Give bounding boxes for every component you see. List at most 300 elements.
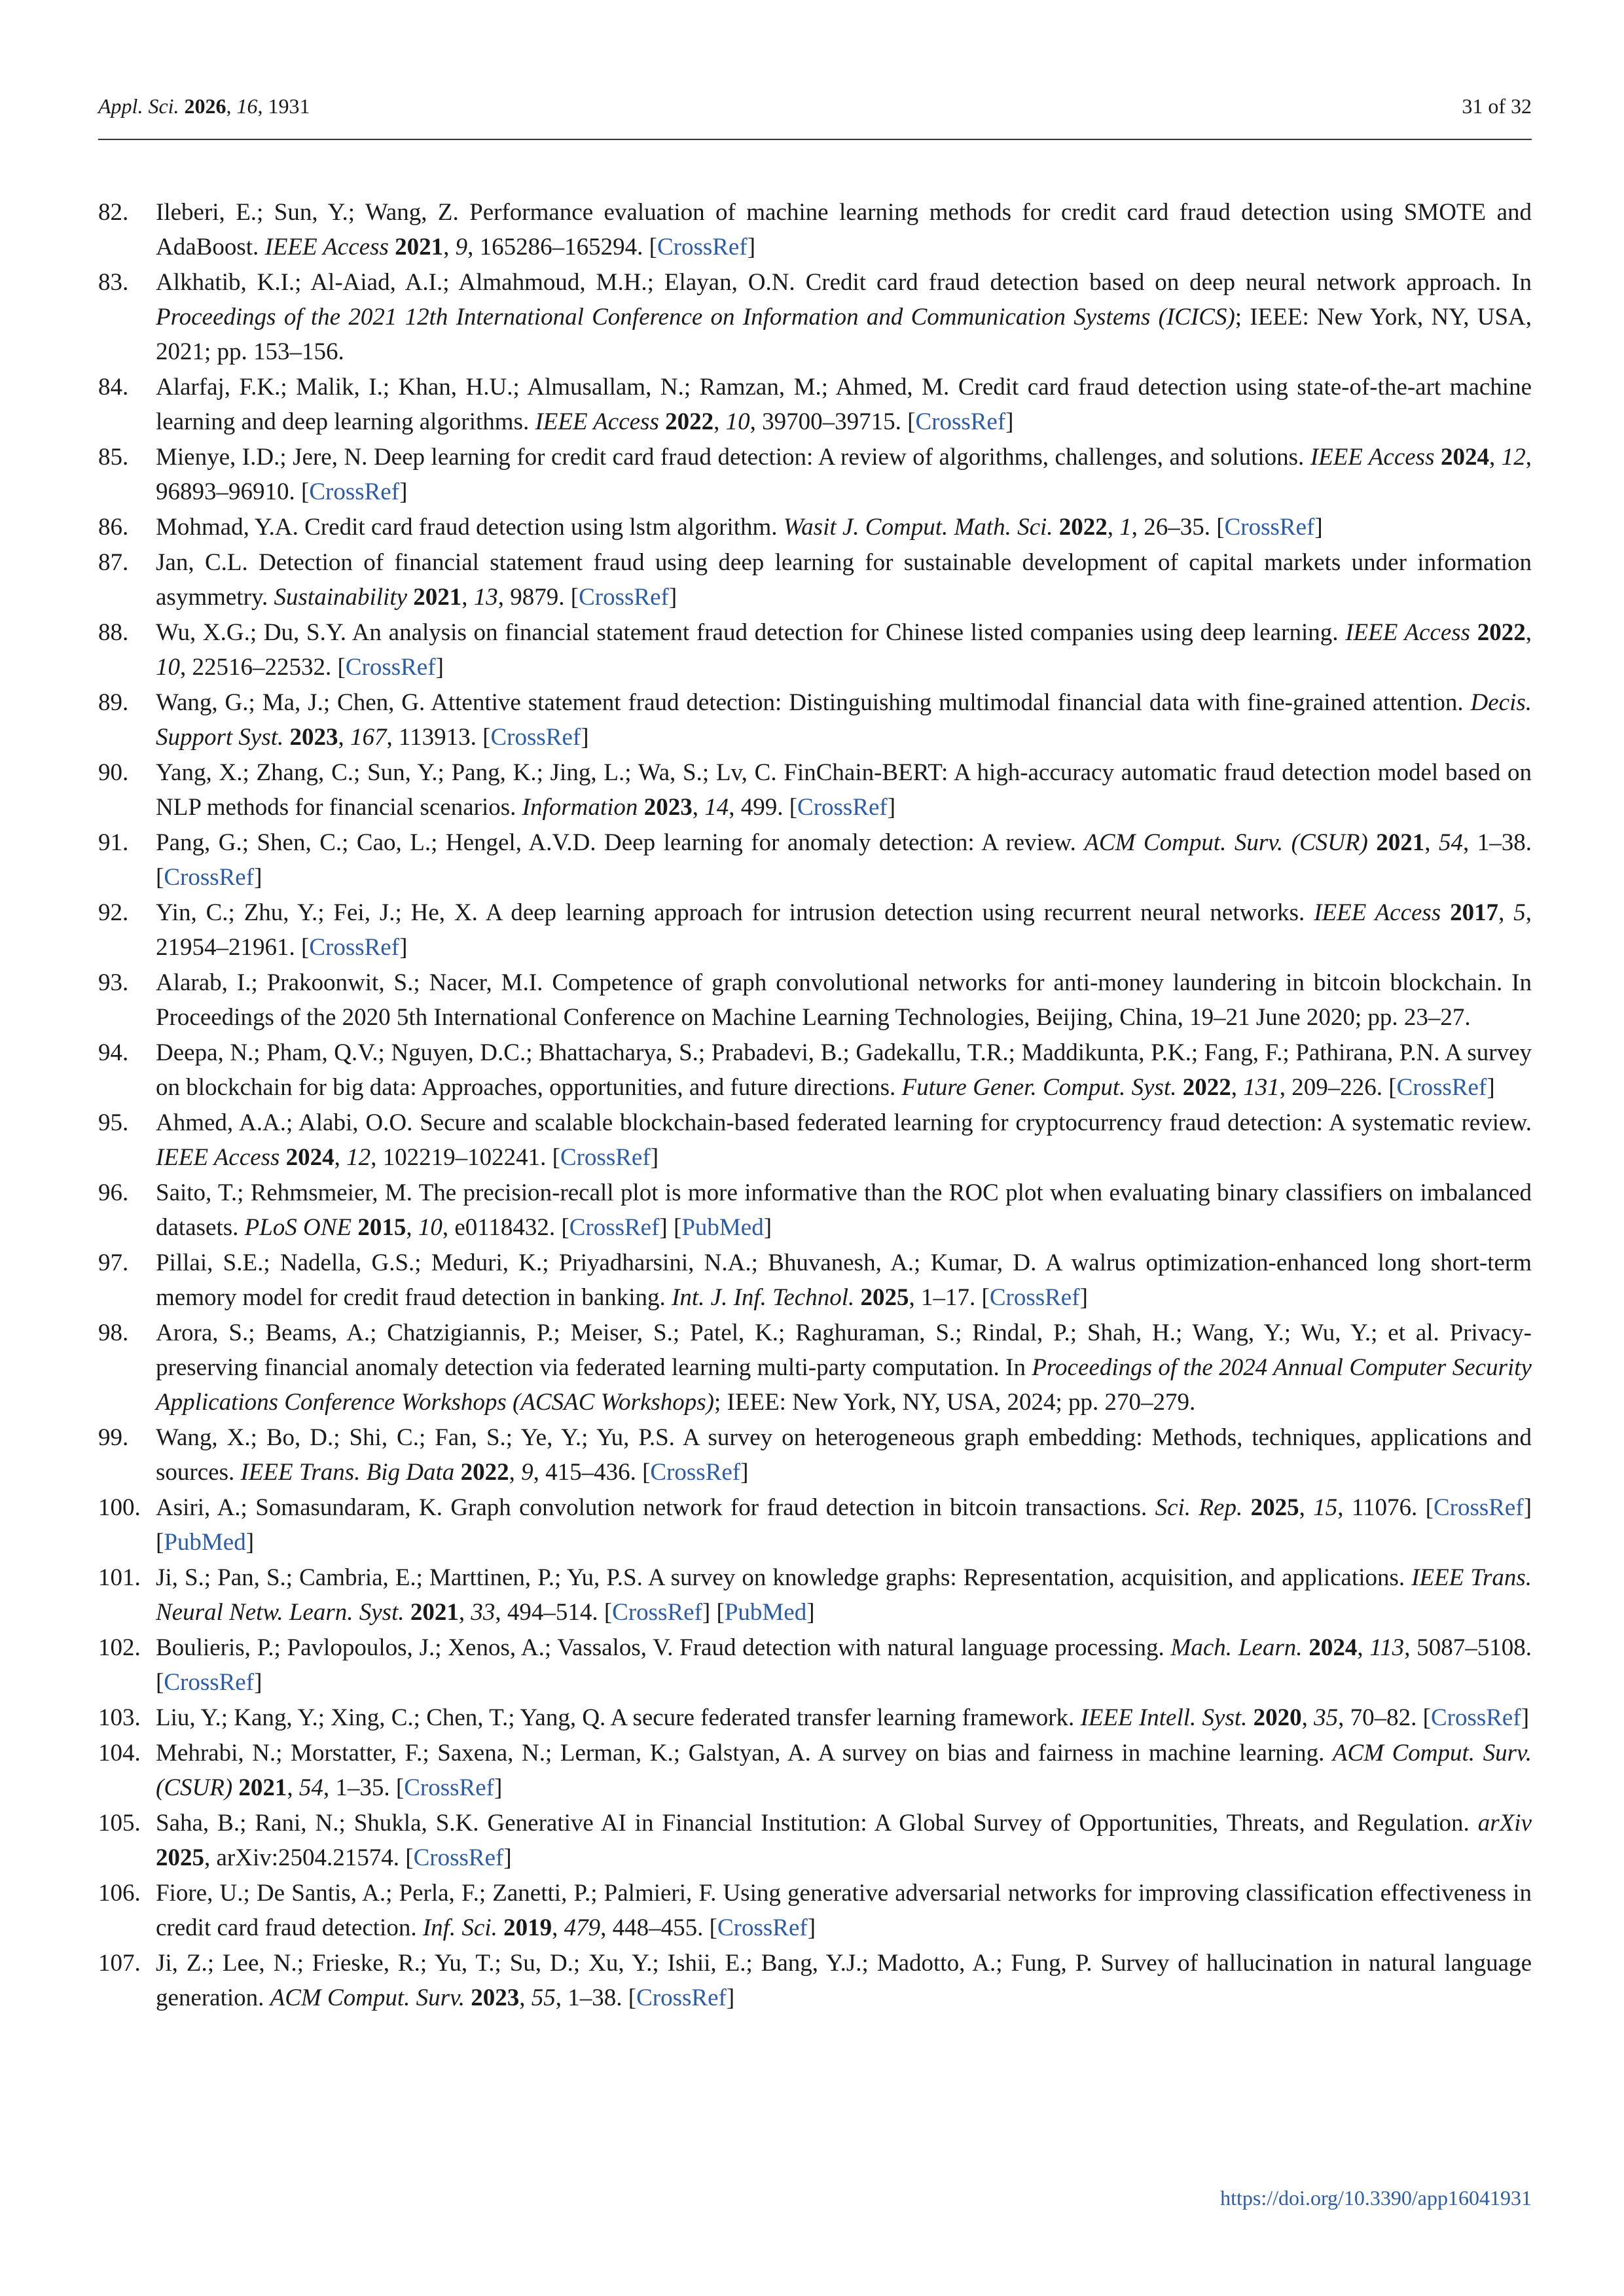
reference-segment — [659, 408, 665, 435]
reference-segment: ] — [1005, 408, 1014, 435]
reference-segment — [854, 1284, 860, 1311]
reference-segment: ] [ — [659, 1214, 682, 1241]
reference-segment: , 22516–22532. [ — [180, 654, 346, 681]
reference-year: 2022 — [665, 408, 714, 435]
reference-item — [98, 685, 1532, 755]
reference-italic: Sustainability — [274, 584, 408, 611]
reference-italic: 9 — [455, 234, 468, 260]
reference-italic: 13 — [473, 584, 498, 611]
reference-segment: , 209–226. [ — [1279, 1074, 1397, 1101]
reference-number: 97. — [98, 1249, 129, 1276]
reference-segment: Saito, T.; Rehmsmeier, M. The precision-recall plot is more informative than the ROC plot when evaluating binary classifiers on imbalanced datasets. — [156, 1179, 1532, 1241]
reference-segment: , 415–436. [ — [533, 1459, 651, 1486]
reference-text — [156, 899, 1532, 961]
journal-citation: Appl. Sci. 2026, 16, 1931 — [98, 94, 310, 118]
journal-article: 1931 — [268, 94, 310, 118]
pubmed-link[interactable]: PubMed — [681, 1214, 764, 1241]
reference-segment: , 1–38. [ — [555, 1984, 637, 2011]
reference-segment: ] [ — [156, 1494, 1532, 1556]
reference-segment: ] — [1487, 1074, 1495, 1101]
reference-italic: IEEE Trans. Big Data — [240, 1459, 455, 1486]
reference-item — [98, 1246, 1532, 1315]
crossref-link[interactable]: CrossRef — [1396, 1074, 1487, 1101]
crossref-link[interactable]: CrossRef — [309, 478, 400, 505]
crossref-link[interactable]: CrossRef — [490, 724, 581, 751]
reference-segment: , 96893–96910. [ — [156, 444, 1532, 505]
reference-italic: 33 — [471, 1599, 496, 1626]
crossref-link[interactable]: CrossRef — [915, 408, 1006, 435]
reference-year: 2022 — [1477, 619, 1526, 646]
reference-segment — [405, 1599, 410, 1626]
reference-italic: ACM Comput. Surv. (CSUR) — [1084, 829, 1368, 856]
crossref-link[interactable]: CrossRef — [650, 1459, 741, 1486]
reference-italic: 9 — [521, 1459, 533, 1486]
reference-number: 92. — [98, 899, 129, 926]
reference-text — [156, 1319, 1532, 1416]
crossref-link[interactable]: CrossRef — [164, 864, 255, 891]
reference-item — [98, 965, 1532, 1035]
reference-italic: 10 — [725, 408, 750, 435]
reference-italic: Wasit J. Comput. Math. Sci. — [783, 514, 1053, 541]
journal-volume: 16 — [236, 94, 258, 118]
crossref-link[interactable]: CrossRef — [164, 1669, 255, 1696]
reference-year: 2024 — [1441, 444, 1489, 471]
reference-segment: , — [1489, 444, 1502, 471]
reference-item — [98, 1806, 1532, 1875]
reference-italic: IEEE Trans. Neural Netw. Learn. Syst. — [156, 1564, 1532, 1626]
doi-link[interactable]: https://doi.org/10.3390/app16041931 — [1220, 2186, 1532, 2210]
reference-year: 2021 — [413, 584, 462, 611]
reference-item — [98, 1736, 1532, 1805]
reference-segment: , — [552, 1914, 564, 1941]
reference-segment: , — [1424, 829, 1439, 856]
reference-text — [156, 1249, 1532, 1311]
reference-italic: PLoS ONE — [244, 1214, 352, 1241]
reference-segment: , 102219–102241. [ — [370, 1144, 560, 1171]
reference-segment: Ahmed, A.A.; Alabi, O.O. Secure and scalable blockchain-based federated learning for cryptocurrency fraud detection: A systematic review. — [156, 1109, 1532, 1136]
reference-item — [98, 545, 1532, 615]
reference-text — [156, 1740, 1532, 1801]
reference-text — [156, 1494, 1532, 1556]
reference-segment — [280, 1144, 285, 1171]
reference-segment — [283, 724, 289, 751]
reference-segment: , arXiv:2504.21574. [ — [204, 1844, 414, 1871]
reference-item — [98, 1316, 1532, 1420]
reference-year: 2025 — [1250, 1494, 1299, 1521]
reference-italic: 14 — [704, 794, 729, 821]
reference-italic: 54 — [1439, 829, 1464, 856]
reference-segment — [1470, 619, 1477, 646]
reference-item — [98, 1035, 1532, 1105]
reference-text — [156, 759, 1532, 821]
reference-list — [98, 195, 1532, 2016]
reference-italic: IEEE Access — [156, 1144, 280, 1171]
reference-segment — [1303, 1634, 1309, 1661]
reference-italic: 10 — [418, 1214, 442, 1241]
reference-segment: ] — [1521, 1704, 1530, 1731]
reference-year: 2020 — [1253, 1704, 1302, 1731]
reference-year: 2024 — [285, 1144, 334, 1171]
crossref-link[interactable]: CrossRef — [345, 654, 436, 681]
reference-italic: IEEE Access — [1345, 619, 1471, 646]
reference-segment: ] — [740, 1459, 749, 1486]
reference-number: 98. — [98, 1319, 129, 1346]
reference-segment: Jan, C.L. Detection of financial statement fraud using deep learning for sustainable development of capital markets under information asymmetry. — [156, 549, 1532, 611]
page-number: 31 of 32 — [1462, 94, 1532, 118]
reference-segment: , — [509, 1459, 522, 1486]
reference-segment: ] — [254, 1669, 262, 1696]
reference-segment: , 70–82. [ — [1338, 1704, 1431, 1731]
reference-segment: , — [1357, 1634, 1370, 1661]
reference-year: 2023 — [643, 794, 693, 821]
reference-segment: Pillai, S.E.; Nadella, G.S.; Meduri, K.; Priyadharsini, N.A.; Bhuvanesh, A.; Kumar, D. A walrus optimization-enhanced long short-term memory model for credit fraud detection in banking. — [156, 1249, 1532, 1311]
reference-segment: ] — [806, 1599, 815, 1626]
reference-segment: Alarab, I.; Prakoonwit, S.; Nacer, M.I. Competence of graph convolutional networks for anti-money laundering in bitcoin blockchain. In Proceedings of the 2020 5th International Conference on Machine Learning Technologies, Beijing, China, 19–21 June 2020; pp. 23–27. — [156, 969, 1532, 1031]
reference-text — [156, 969, 1532, 1031]
reference-number: 83. — [98, 269, 129, 296]
reference-segment: Mehrabi, N.; Morstatter, F.; Saxena, N.; Lerman, K.; Galstyan, A. A survey on bias and fairness in machine learning. — [156, 1740, 1333, 1767]
crossref-link[interactable]: CrossRef — [636, 1984, 727, 2011]
reference-text — [156, 1634, 1532, 1696]
reference-segment: Deepa, N.; Pham, Q.V.; Nguyen, D.C.; Bhattacharya, S.; Prabadevi, B.; Gadekallu, T.R.; Maddikunta, P.K.; Fang, F.; Pathirana, P.N. A survey on blockchain for big data: Approaches, opportunities, and future directions. — [156, 1039, 1532, 1101]
reference-item — [98, 1560, 1532, 1630]
reference-item — [98, 195, 1532, 264]
reference-number: 95. — [98, 1109, 129, 1136]
reference-segment: , 21954–21961. [ — [156, 899, 1532, 961]
reference-segment: ] — [887, 794, 896, 821]
reference-segment: , 1–38. [ — [156, 829, 1532, 891]
reference-item — [98, 1420, 1532, 1490]
reference-item — [98, 1630, 1532, 1700]
reference-segment: , — [461, 584, 474, 611]
reference-italic: Int. J. Inf. Technol. — [672, 1284, 855, 1311]
reference-segment: ] — [399, 478, 408, 505]
reference-segment: ] — [668, 584, 677, 611]
reference-year: 2021 — [1376, 829, 1425, 856]
reference-segment: Boulieris, P.; Pavlopoulos, J.; Xenos, A.; Vassalos, V. Fraud detection with natural language processing. — [156, 1634, 1171, 1661]
reference-segment: Mohmad, Y.A. Credit card fraud detection using lstm algorithm. — [156, 514, 784, 541]
reference-segment: ] — [494, 1774, 503, 1801]
journal-name: Appl. Sci. — [98, 94, 179, 118]
reference-text — [156, 1810, 1532, 1871]
reference-text — [156, 514, 1323, 541]
reference-segment: Wang, G.; Ma, J.; Chen, G. Attentive statement fraud detection: Distinguishing multimodal financial data with fine-grained attention. — [156, 689, 1471, 716]
reference-segment — [1242, 1494, 1250, 1521]
reference-segment: ] — [581, 724, 589, 751]
reference-number: 104. — [98, 1740, 141, 1767]
reference-segment: ] — [1079, 1284, 1088, 1311]
reference-year: 2022 — [1058, 514, 1108, 541]
reference-segment: , — [406, 1214, 418, 1241]
reference-segment: Arora, S.; Beams, A.; Chatzigiannis, P.; Meiser, S.; Patel, K.; Raghuraman, S.; Rindal, P.; Shah, H.; Wang, Y.; Wu, Y.; et al. Privacy-preserving financial anomaly detection via federated learning multi-party computation. In — [156, 1319, 1532, 1381]
reference-number: 87. — [98, 549, 129, 576]
crossref-link[interactable]: CrossRef — [1224, 514, 1315, 541]
crossref-link[interactable]: CrossRef — [569, 1214, 660, 1241]
reference-segment: ] — [399, 934, 408, 961]
reference-segment: ] [ — [702, 1599, 725, 1626]
crossref-link[interactable]: CrossRef — [797, 794, 888, 821]
reference-segment: , — [1107, 514, 1120, 541]
reference-segment: ] — [435, 654, 444, 681]
reference-segment: , 165286–165294. [ — [467, 234, 657, 260]
reference-text — [156, 1704, 1529, 1731]
reference-segment: Ji, S.; Pan, S.; Cambria, E.; Marttinen, P.; Yu, P.S. A survey on knowledge graphs: Representation, acquisition, and applications. — [156, 1564, 1412, 1591]
reference-segment: Mienye, I.D.; Jere, N. Deep learning for credit card fraud detection: A review of algorithms, challenges, and solutions. — [156, 444, 1310, 471]
reference-year: 2022 — [1182, 1074, 1231, 1101]
reference-number: 91. — [98, 829, 129, 856]
reference-text — [156, 199, 1532, 260]
reference-segment: ] — [650, 1144, 659, 1171]
reference-segment — [1441, 899, 1450, 926]
reference-segment: ] — [245, 1529, 255, 1556]
reference-segment: ] — [726, 1984, 735, 2011]
crossref-link[interactable]: CrossRef — [657, 234, 748, 260]
reference-item — [98, 440, 1532, 509]
reference-italic: 12 — [1501, 444, 1526, 471]
reference-segment — [352, 1214, 357, 1241]
reference-italic: 35 — [1314, 1704, 1339, 1731]
reference-segment: ; IEEE: New York, NY, USA, 2024; pp. 270–279. — [714, 1389, 1196, 1416]
reference-item — [98, 510, 1532, 545]
reference-year: 2024 — [1308, 1634, 1358, 1661]
reference-italic: 1 — [1119, 514, 1132, 541]
reference-number: 105. — [98, 1810, 141, 1837]
reference-italic: IEEE Access — [535, 408, 659, 435]
reference-italic: IEEE Access — [1310, 444, 1435, 471]
page-header — [98, 93, 1532, 140]
reference-year: 2019 — [503, 1914, 552, 1941]
reference-year: 2025 — [860, 1284, 909, 1311]
reference-segment — [465, 1984, 471, 2011]
reference-italic: IEEE Access — [1314, 899, 1441, 926]
reference-segment — [1053, 514, 1059, 541]
reference-italic: Inf. Sci. — [422, 1914, 497, 1941]
reference-segment: Wu, X.G.; Du, S.Y. An analysis on financial statement fraud detection for Chinese listed companies using deep learning. — [156, 619, 1346, 646]
reference-text — [156, 1039, 1532, 1101]
reference-italic: 479 — [564, 1914, 601, 1941]
reference-item — [98, 1946, 1532, 2015]
reference-segment — [638, 794, 643, 821]
reference-segment: , 11076. [ — [1337, 1494, 1434, 1521]
reference-italic: IEEE Intell. Syst. — [1080, 1704, 1248, 1731]
reference-segment: , — [519, 1984, 532, 2011]
reference-segment: , — [1498, 899, 1514, 926]
reference-item — [98, 825, 1532, 895]
reference-italic: arXiv — [1477, 1810, 1532, 1837]
reference-number: 94. — [98, 1039, 129, 1066]
reference-segment: , — [458, 1599, 471, 1626]
reference-segment: , 1–35. [ — [323, 1774, 405, 1801]
reference-number: 96. — [98, 1179, 129, 1206]
reference-segment — [389, 234, 395, 260]
reference-text — [156, 269, 1532, 365]
reference-italic: 15 — [1313, 1494, 1338, 1521]
reference-segment: , e0118432. [ — [442, 1214, 569, 1241]
reference-segment — [454, 1459, 460, 1486]
crossref-link[interactable]: CrossRef — [717, 1914, 808, 1941]
reference-segment: , 26–35. [ — [1131, 514, 1225, 541]
reference-italic: Proceedings of the 2024 Annual Computer Security Applications Conference Workshops (ACSAC Workshops) — [156, 1354, 1532, 1416]
reference-italic: ACM Comput. Surv. (CSUR) — [156, 1740, 1532, 1801]
reference-segment: Ileberi, E.; Sun, Y.; Wang, Z. Performance evaluation of machine learning methods for credit card fraud detection using SMOTE and AdaBoost. — [156, 199, 1532, 260]
reference-text — [156, 619, 1532, 681]
reference-segment: ] — [763, 1214, 772, 1241]
reference-segment: Asiri, A.; Somasundaram, K. Graph convolution network for fraud detection in bitcoin transactions. — [156, 1494, 1155, 1521]
reference-italic: ACM Comput. Surv. — [270, 1984, 465, 2011]
reference-italic: 10 — [156, 654, 180, 681]
reference-segment: Liu, Y.; Kang, Y.; Xing, C.; Chen, T.; Yang, Q. A secure federated transfer learning framework. — [156, 1704, 1081, 1731]
reference-segment: ; IEEE: New York, NY, USA, 2021; pp. 153–156. — [156, 304, 1532, 365]
crossref-link[interactable]: CrossRef — [579, 584, 669, 611]
reference-segment: Fiore, U.; De Santis, A.; Perla, F.; Zanetti, P.; Palmieri, F. Using generative adversarial networks for improving classification effectiveness in credit card fraud detection. — [156, 1880, 1532, 1941]
reference-number: 106. — [98, 1880, 141, 1907]
pubmed-link[interactable]: PubMed — [724, 1599, 807, 1626]
reference-italic: 55 — [531, 1984, 556, 2011]
reference-segment: , 494–514. [ — [495, 1599, 613, 1626]
reference-segment: ] — [254, 864, 262, 891]
reference-text — [156, 689, 1532, 751]
reference-segment: , — [443, 234, 456, 260]
reference-segment: , — [287, 1774, 299, 1801]
reference-italic: 5 — [1513, 899, 1526, 926]
reference-item — [98, 615, 1532, 685]
reference-number: 89. — [98, 689, 129, 716]
reference-segment — [497, 1914, 503, 1941]
reference-item — [98, 1490, 1532, 1560]
reference-segment: , — [1299, 1494, 1314, 1521]
reference-segment — [407, 584, 413, 611]
crossref-link[interactable]: CrossRef — [612, 1599, 702, 1626]
reference-italic: Mach. Learn. — [1170, 1634, 1303, 1661]
reference-segment: Yang, X.; Zhang, C.; Sun, Y.; Pang, K.; Jing, L.; Wa, S.; Lv, C. FinChain-BERT: A high-accuracy automatic fraud detection model based on NLP methods for financial scenarios. — [156, 759, 1532, 821]
reference-segment: Pang, G.; Shen, C.; Cao, L.; Hengel, A.V.D. Deep learning for anomaly detection: A review. — [156, 829, 1085, 856]
reference-segment: , — [713, 408, 726, 435]
reference-segment: , — [692, 794, 705, 821]
reference-year: 2015 — [357, 1214, 406, 1241]
reference-segment: Saha, B.; Rani, N.; Shukla, S.K. Generative AI in Financial Institution: A Global Survey of Opportunities, Threats, and Regulation. — [156, 1810, 1478, 1837]
crossref-link[interactable]: CrossRef — [560, 1144, 651, 1171]
reference-segment: , 499. [ — [729, 794, 798, 821]
reference-number: 85. — [98, 444, 129, 471]
reference-year: 2021 — [395, 234, 444, 260]
reference-item — [98, 370, 1532, 439]
reference-year: 2021 — [410, 1599, 459, 1626]
crossref-link[interactable]: CrossRef — [1433, 1494, 1524, 1521]
reference-segment: , 113913. [ — [386, 724, 491, 751]
reference-year: 2021 — [238, 1774, 287, 1801]
reference-segment — [1434, 444, 1441, 471]
reference-item — [98, 1105, 1532, 1175]
pubmed-link[interactable]: PubMed — [164, 1529, 246, 1556]
reference-item — [98, 755, 1532, 825]
reference-segment: , 9879. [ — [497, 584, 579, 611]
reference-segment: , 39700–39715. [ — [749, 408, 916, 435]
reference-segment — [1177, 1074, 1183, 1101]
reference-item — [98, 265, 1532, 369]
reference-year: 2023 — [471, 1984, 520, 2011]
reference-text — [156, 1564, 1532, 1626]
reference-number: 103. — [98, 1704, 141, 1731]
reference-italic: 54 — [298, 1774, 323, 1801]
reference-segment: ] — [807, 1914, 816, 1941]
reference-text — [156, 1179, 1532, 1241]
reference-segment: ] — [503, 1844, 512, 1871]
reference-segment: , — [1301, 1704, 1314, 1731]
reference-segment: Ji, Z.; Lee, N.; Frieske, R.; Yu, T.; Su, D.; Xu, Y.; Ishii, E.; Bang, Y.J.; Madotto, A.; Fung, P. Survey of hallucination in natural language generation. — [156, 1950, 1532, 2011]
reference-number: 102. — [98, 1634, 141, 1661]
reference-text — [156, 1950, 1532, 2011]
reference-number: 88. — [98, 619, 129, 646]
reference-italic: 113 — [1369, 1634, 1405, 1661]
reference-segment: , — [1525, 619, 1532, 646]
reference-text — [156, 1109, 1532, 1171]
reference-number: 93. — [98, 969, 129, 996]
reference-segment — [1368, 829, 1377, 856]
reference-year: 2022 — [460, 1459, 509, 1486]
crossref-link[interactable]: CrossRef — [309, 934, 400, 961]
reference-item — [98, 1175, 1532, 1245]
reference-text — [156, 1880, 1532, 1941]
reference-year: 2023 — [289, 724, 338, 751]
reference-italic: 167 — [350, 724, 387, 751]
reference-segment: Alarfaj, F.K.; Malik, I.; Khan, H.U.; Almusallam, N.; Ramzan, M.; Ahmed, M. Credit card fraud detection using state-of-the-art machine learning and deep learning algorithms. — [156, 374, 1532, 435]
reference-year: 2025 — [156, 1844, 204, 1871]
reference-segment: , 1–17. [ — [909, 1284, 990, 1311]
reference-segment: , — [334, 1144, 347, 1171]
reference-segment — [1247, 1704, 1253, 1731]
reference-item — [98, 895, 1532, 965]
reference-item — [98, 1876, 1532, 1945]
reference-italic: IEEE Access — [264, 234, 389, 260]
reference-italic: Decis. Support Syst. — [156, 689, 1532, 751]
reference-number: 100. — [98, 1494, 141, 1521]
reference-italic: Sci. Rep. — [1155, 1494, 1243, 1521]
reference-number: 86. — [98, 514, 129, 541]
reference-segment: , 5087–5108. [ — [156, 1634, 1532, 1696]
reference-italic: 12 — [346, 1144, 371, 1171]
reference-segment: , 448–455. [ — [600, 1914, 717, 1941]
reference-number: 90. — [98, 759, 129, 786]
reference-italic: 131 — [1243, 1074, 1280, 1101]
reference-italic: Information — [522, 794, 638, 821]
reference-number: 99. — [98, 1424, 129, 1451]
crossref-link[interactable]: CrossRef — [404, 1774, 494, 1801]
reference-italic: Future Gener. Comput. Syst. — [901, 1074, 1177, 1101]
reference-number: 107. — [98, 1950, 141, 1977]
reference-segment: ] — [1314, 514, 1323, 541]
reference-segment: , — [338, 724, 351, 751]
crossref-link[interactable]: CrossRef — [413, 1844, 504, 1871]
reference-text — [156, 444, 1532, 505]
reference-segment: Alkhatib, K.I.; Al-Aiad, A.I.; Almahmoud, M.H.; Elayan, O.N. Credit card fraud detection based on deep neural network approach. In — [156, 269, 1532, 296]
reference-year: 2017 — [1450, 899, 1499, 926]
reference-number: 101. — [98, 1564, 141, 1591]
crossref-link[interactable]: CrossRef — [989, 1284, 1080, 1311]
reference-segment: Wang, X.; Bo, D.; Shi, C.; Fan, S.; Ye, Y.; Yu, P.S. A survey on heterogeneous graph embedding: Methods, techniques, applications and sources. — [156, 1424, 1532, 1486]
reference-text — [156, 549, 1532, 611]
crossref-link[interactable]: CrossRef — [1430, 1704, 1521, 1731]
reference-number: 84. — [98, 374, 129, 401]
reference-italic: Proceedings of the 2021 12th International Conference on Information and Communication Systems (ICICS) — [156, 304, 1235, 331]
reference-segment: ] — [747, 234, 756, 260]
reference-segment: Yin, C.; Zhu, Y.; Fei, J.; He, X. A deep learning approach for intrusion detection using recurrent neural networks. — [156, 899, 1314, 926]
reference-item — [98, 1700, 1532, 1735]
reference-segment: , — [1231, 1074, 1244, 1101]
reference-number: 82. — [98, 199, 129, 226]
journal-year: 2026 — [184, 94, 226, 118]
reference-text — [156, 374, 1532, 435]
reference-text — [156, 1424, 1532, 1486]
